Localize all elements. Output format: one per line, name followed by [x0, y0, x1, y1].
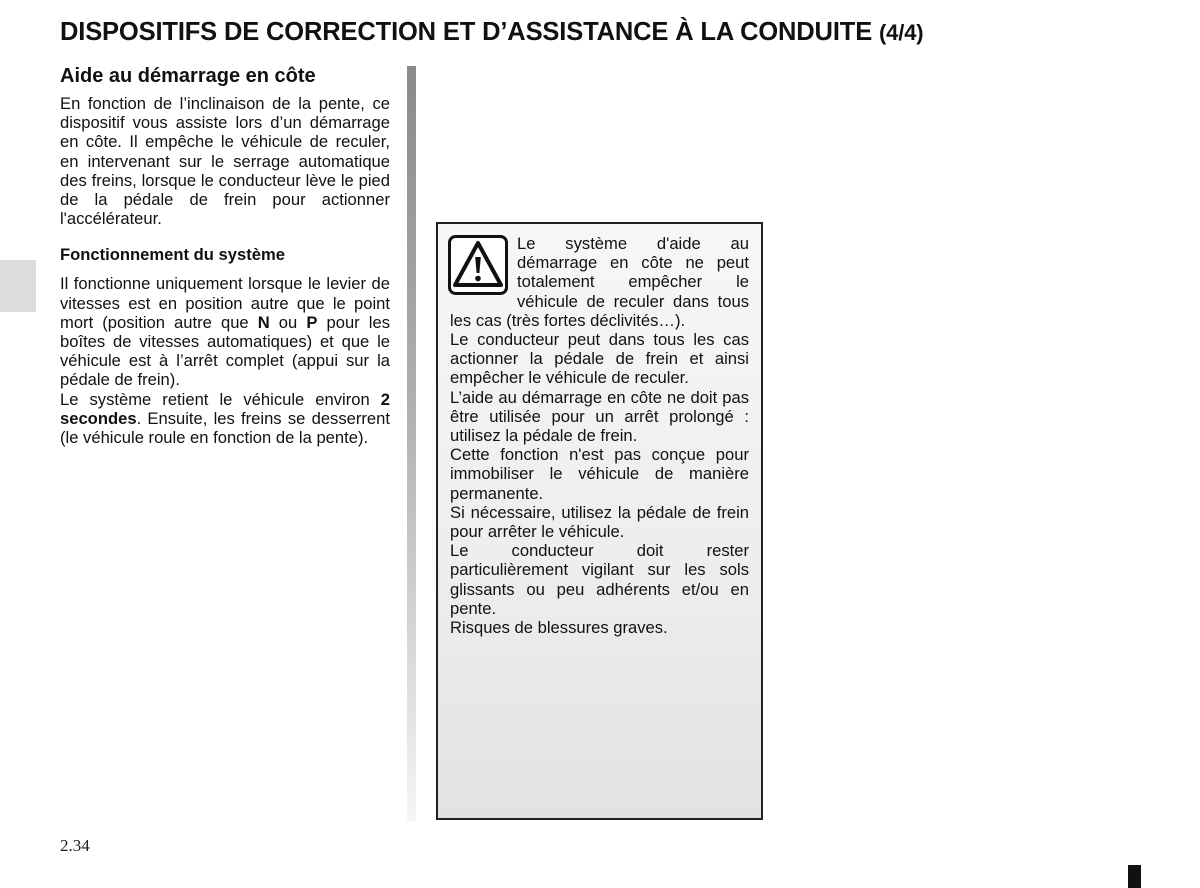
warning-paragraph-3: L’aide au démarrage en côte ne doit pas être utilisée pour un arrêt prolongé : utilisez la pédale de frein.: [450, 387, 749, 446]
left-column: [60, 64, 390, 447]
warning-paragraph-6: Le conducteur doit rester particulièrement vigilant sur les sols glissants ou peu adhérents et/ou en pente.: [450, 541, 749, 618]
warning-paragraph-5: Si nécessaire, utilisez la pédale de frein pour arrêter le véhicule.: [450, 502, 749, 542]
column-divider: [407, 66, 416, 822]
warning-triangle-icon: [448, 235, 508, 295]
gear-n-label: N: [257, 312, 270, 332]
page-title-suffix: (4/4): [878, 20, 924, 45]
section-intro: En fonction de l’inclinaison de la pente, ce dispositif vous assiste lors d’un démarrage en côte. Il empêche le véhicule de reculer, en intervenant sur le serrage automatique des freins, lorsque le conducteur lève le pied de la pédale de frein pour actionner l'accélérateur.: [60, 94, 390, 229]
page-title: [60, 18, 923, 47]
operation-text-3: pour les boîtes de vitesses automatiques) et que le véhicule est à l’arrêt complet (appui sur la pédale de frein).: [60, 312, 390, 390]
retain-text-1: Le système retient le véhicule environ: [60, 389, 381, 409]
section-title: Aide au démarrage en côte: [60, 65, 316, 87]
warning-paragraph-2: Le conducteur peut dans tous les cas actionner la pédale de frein et ainsi empêcher le véhicule de reculer.: [450, 330, 749, 388]
retain-text-2: . Ensuite, les freins se desserrent (le véhicule roule en fonction de la pente).: [60, 408, 390, 448]
corner-print-mark: [1128, 865, 1141, 888]
warning-paragraph-1: Le système d'aide au démarrage en côte ne peut totalement empêcher le véhicule de reculer dans tous les cas (très fortes déclivités…).: [450, 234, 749, 330]
retain-duration: 2 secondes: [60, 389, 390, 428]
operation-paragraph: [60, 274, 390, 389]
warning-paragraph-4: Cette fonction n'est pas conçue pour immobiliser le véhicule de manière permanente.: [450, 445, 749, 503]
page-title-text: DISPOSITIFS DE CORRECTION ET D’ASSISTANCE À LA CONDUITE: [60, 18, 873, 46]
page-number: 2.34: [60, 836, 90, 855]
warning-paragraph-7: Risques de blessures graves.: [450, 618, 668, 638]
chapter-tab-marker: [0, 260, 36, 312]
operation-text-1: Il fonctionne uniquement lorsque le levier de vitesses est en position autre que le point mort (position autre que: [60, 274, 390, 332]
retain-paragraph: [60, 390, 390, 448]
warning-box: [436, 222, 763, 820]
subsection-title: Fonctionnement du système: [60, 245, 285, 265]
operation-text-2: ou: [269, 312, 307, 332]
gear-p-label: P: [306, 312, 318, 332]
